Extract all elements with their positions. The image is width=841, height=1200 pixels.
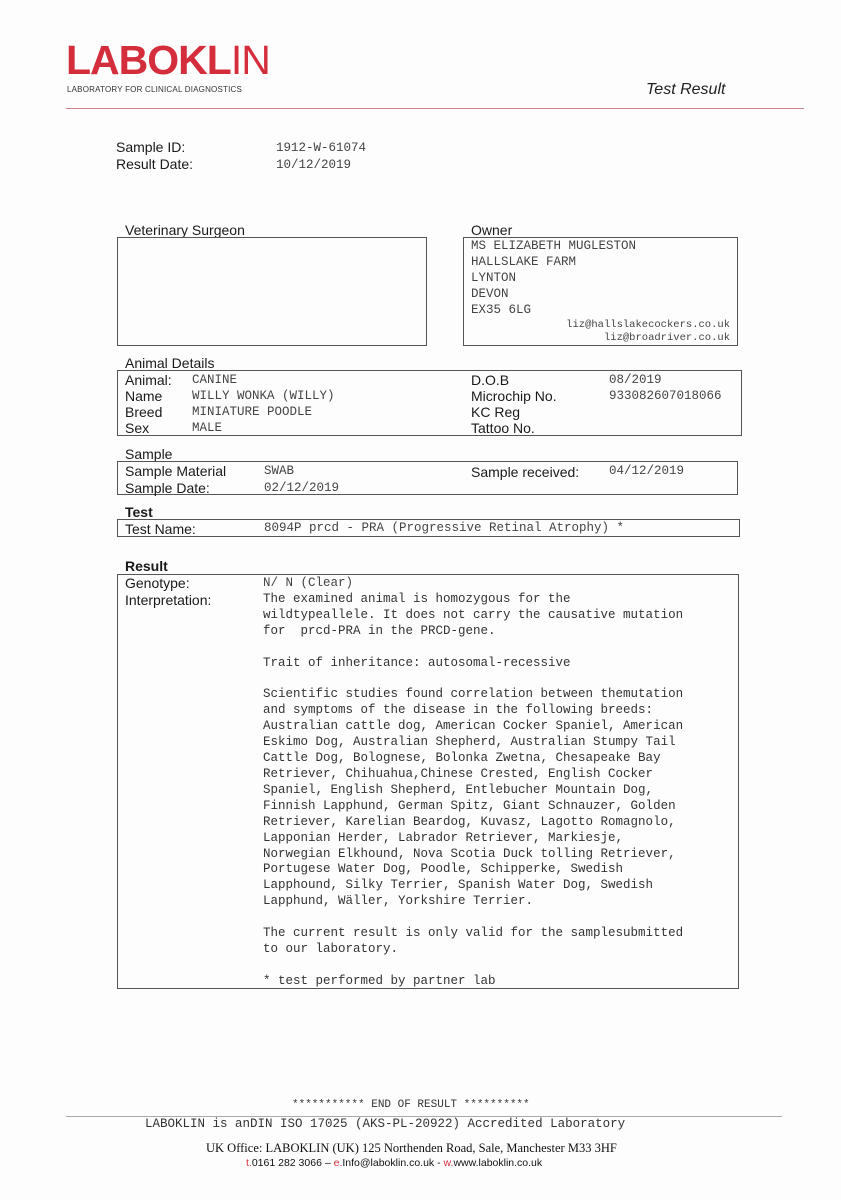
- result-date-value: 10/12/2019: [276, 158, 352, 172]
- test-section-label: Test: [125, 504, 153, 520]
- test-name-label: Test Name:: [125, 521, 196, 537]
- sample-received-value: 04/12/2019: [609, 464, 685, 478]
- sample-date-label: Sample Date:: [125, 480, 210, 496]
- uk-office-address: UK Office: LABOKLIN (UK) 125 Northenden Road, Sale, Manchester M33 3HF: [206, 1141, 617, 1155]
- accreditation-text: LABOKLIN is anDIN ISO 17025 (AKS-PL-20922) Accredited Laboratory: [145, 1117, 626, 1131]
- email-link[interactable]: Info@laboklin.co.uk: [342, 1157, 435, 1169]
- owner-line: EX35 6LG: [471, 303, 532, 317]
- dob-label: D.O.B: [471, 372, 510, 388]
- microchip-value: 933082607018066: [609, 389, 722, 403]
- web-prefix: w.: [443, 1157, 454, 1169]
- animal-type-label: Animal:: [125, 372, 172, 388]
- vet-box: [117, 237, 427, 346]
- sample-section-label: Sample: [125, 446, 173, 462]
- sample-received-label: Sample received:: [471, 464, 580, 480]
- genotype-label: Genotype:: [125, 575, 190, 591]
- result-section-label: Result: [125, 558, 168, 574]
- animal-name-label: Name: [125, 388, 163, 404]
- vet-section-label: Veterinary Surgeon: [125, 222, 245, 238]
- header-divider: [66, 108, 804, 109]
- animal-name-value: WILLY WONKA (WILLY): [192, 389, 335, 403]
- test-name-value: 8094P prcd - PRA (Progressive Retinal Atrophy) *: [264, 521, 625, 535]
- logo-bold-text: LABOKL: [66, 37, 231, 83]
- sex-value: MALE: [192, 421, 223, 435]
- email-prefix: e.: [333, 1157, 343, 1169]
- owner-line: MS ELIZABETH MUGLESTON: [471, 239, 637, 253]
- owner-line: LYNTON: [471, 271, 517, 285]
- owner-email-1: liz@hallslakecockers.co.uk: [566, 319, 730, 331]
- tattoo-label: Tattoo No.: [471, 420, 535, 436]
- logo-thin-text: IN: [230, 37, 270, 83]
- breed-value: MINIATURE POODLE: [192, 405, 313, 419]
- breed-label: Breed: [125, 404, 163, 420]
- interpretation-label: Interpretation:: [125, 592, 212, 608]
- kc-reg-label: KC Reg: [471, 404, 521, 420]
- document-title: Test Result: [646, 81, 726, 98]
- phone-prefix: t.: [246, 1157, 252, 1169]
- sample-date-value: 02/12/2019: [264, 481, 340, 495]
- owner-email-2: liz@broadriver.co.uk: [603, 332, 730, 344]
- microchip-label: Microchip No.: [471, 388, 557, 404]
- owner-section-label: Owner: [471, 222, 513, 238]
- animal-type-value: CANINE: [192, 373, 238, 387]
- contact-line: [246, 1157, 542, 1169]
- owner-line: HALLSLAKE FARM: [471, 255, 577, 269]
- sex-label: Sex: [125, 420, 150, 436]
- separator: –: [321, 1157, 334, 1169]
- dob-value: 08/2019: [609, 373, 662, 387]
- sample-id-label: Sample ID:: [116, 139, 186, 155]
- sample-material-value: SWAB: [264, 464, 295, 478]
- website-link[interactable]: www.laboklin.co.uk: [453, 1157, 543, 1169]
- interpretation-text: The examined animal is homozygous for the wildtypeallele. It does not carry the causative mutation for prcd-PRA in the PRCD-gene. Trait of inheritance: autosomal-recessive Scientific studies found correlation between themutation and symptoms of the disease in the following breeds: Australian cattle dog, American Cocker Spaniel, American Eskimo Dog, Australian Shepherd, Australian Stumpy Tail Cattle Dog, Bolognese, Bolonka Zwetna, Chesapeake Bay Retriever, Chihuahua,Chinese Crested, English Cocker Spaniel, English Shepherd, Entlebucher Mountain Dog, Finnish Lapphund, German Spitz, Giant Schnauzer, Golden Retriever, Karelian Beardog, Kuvasz, Lagotto Romagnolo, Lapponian Herder, Labrador Retriever, Markiesje, Norwegian Elkhound, Nova Scotia Duck tolling Retriever, Portugese Water Dog, Poodle, Schipperke, Swedish Lapphound, Silky Terrier, Spanish Water Dog, Swedish Lapphund, Wäller, Yorkshire Terrier. The current result is only valid for the samplesubmitted to our laboratory. * test performed by partner lab: [263, 592, 684, 988]
- end-of-result-line: *********** END OF RESULT **********: [292, 1099, 530, 1111]
- phone-number: 0161 282 3066: [251, 1157, 322, 1169]
- animal-section-label: Animal Details: [125, 355, 215, 371]
- logo-subtitle: LABORATORY FOR CLINICAL DIAGNOSTICS: [67, 85, 243, 94]
- sample-material-label: Sample Material: [125, 463, 227, 479]
- laboklin-logo: [66, 37, 270, 83]
- owner-line: DEVON: [471, 287, 509, 301]
- sample-id-value: 1912-W-61074: [276, 141, 367, 155]
- separator: -: [434, 1157, 444, 1169]
- result-date-label: Result Date:: [116, 156, 194, 172]
- genotype-value: N/ N (Clear): [263, 576, 354, 590]
